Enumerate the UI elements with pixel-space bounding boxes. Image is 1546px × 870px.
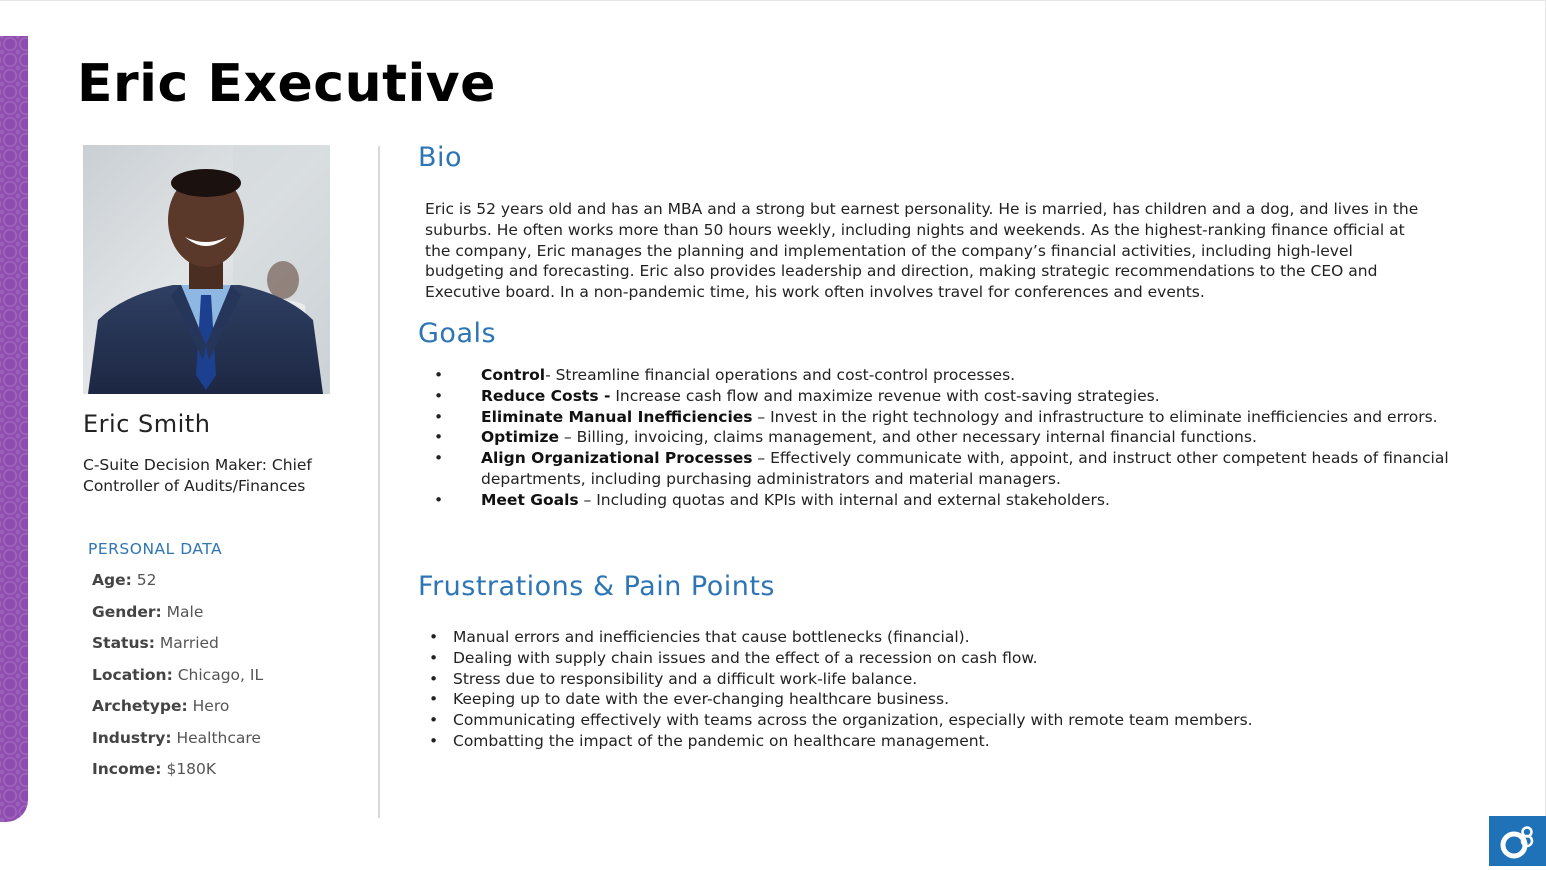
personal-data-income: Income: $180K [92,760,217,778]
personal-data-age: Age: 52 [92,571,157,589]
goals-heading: Goals [418,318,497,349]
goals-list [434,365,1474,511]
frustration-item: • Stress due to responsibility and a difficult work-life balance. [429,669,1469,690]
personal-data-status: Status: Married [92,634,219,652]
frustration-item: • Manual errors and inefficiencies that cause bottlenecks (financial). [429,627,1469,648]
bio-heading: Bio [418,142,463,173]
personal-data-industry: Industry: Healthcare [92,728,261,747]
persona-name: Eric Smith [83,410,211,438]
page-title: Eric Executive [77,54,496,114]
page-border-top [0,0,1546,1]
decorative-side-band [0,36,28,822]
goal-item: • Align Organizational Processes – Effectively communicate with, appoint, and instruct other competent heads of financial departments, including purchasing administrators and material managers. [434,448,1474,490]
frustrations-list [429,627,1469,752]
persona-role: C-Suite Decision Maker: Chief Controller of Audits/Finances [83,456,312,495]
personal-data-gender: Gender: Male [92,602,204,621]
profile-photo [83,145,330,394]
frustration-item: • Dealing with supply chain issues and the effect of a recession on cash flow. [429,648,1469,669]
personal-data-heading: PERSONAL DATA [88,540,223,558]
goal-item: • Control- Streamline financial operations and cost-control processes. [434,365,1474,386]
personal-data-list [92,571,263,792]
column-divider [378,146,380,818]
frustration-item: • Keeping up to date with the ever-changing healthcare business. [429,689,1469,710]
frustration-item: • Communicating effectively with teams across the organization, especially with remote team members. [429,710,1469,731]
personal-data-archetype: Archetype: Hero [92,697,230,715]
company-logo-icon [1489,816,1546,866]
goal-item: • Eliminate Manual Inefficiencies – Invest in the right technology and infrastructure to eliminate inefficiencies and errors. [434,407,1474,428]
personal-data-location: Location: Chicago, IL [92,665,264,684]
goal-item: • Optimize – Billing, invoicing, claims management, and other necessary internal financial functions. [434,427,1474,448]
frustrations-heading: Frustrations & Pain Points [418,571,775,602]
goal-item: • Meet Goals – Including quotas and KPIs with internal and external stakeholders. [434,490,1474,511]
goal-item: • Reduce Costs - Increase cash flow and maximize revenue with cost-saving strategies. [434,386,1474,407]
frustration-item: • Combatting the impact of the pandemic on healthcare management. [429,731,1469,752]
bio-text: Eric is 52 years old and has an MBA and a strong but earnest personality. He is married, has children and a dog, and lives in the suburbs. He often works more than 50 hours weekly, including nights and weekends. As the highest-ranking finance official at the company, Eric manages the planning and implementation of the company’s financial activities, including high-level budgeting and forecasting. Eric also provides leadership and direction, making strategic recommendations to the CEO and Executive board. In a non-pandemic time, his work often involves travel for conferences and events. [425,200,1419,302]
